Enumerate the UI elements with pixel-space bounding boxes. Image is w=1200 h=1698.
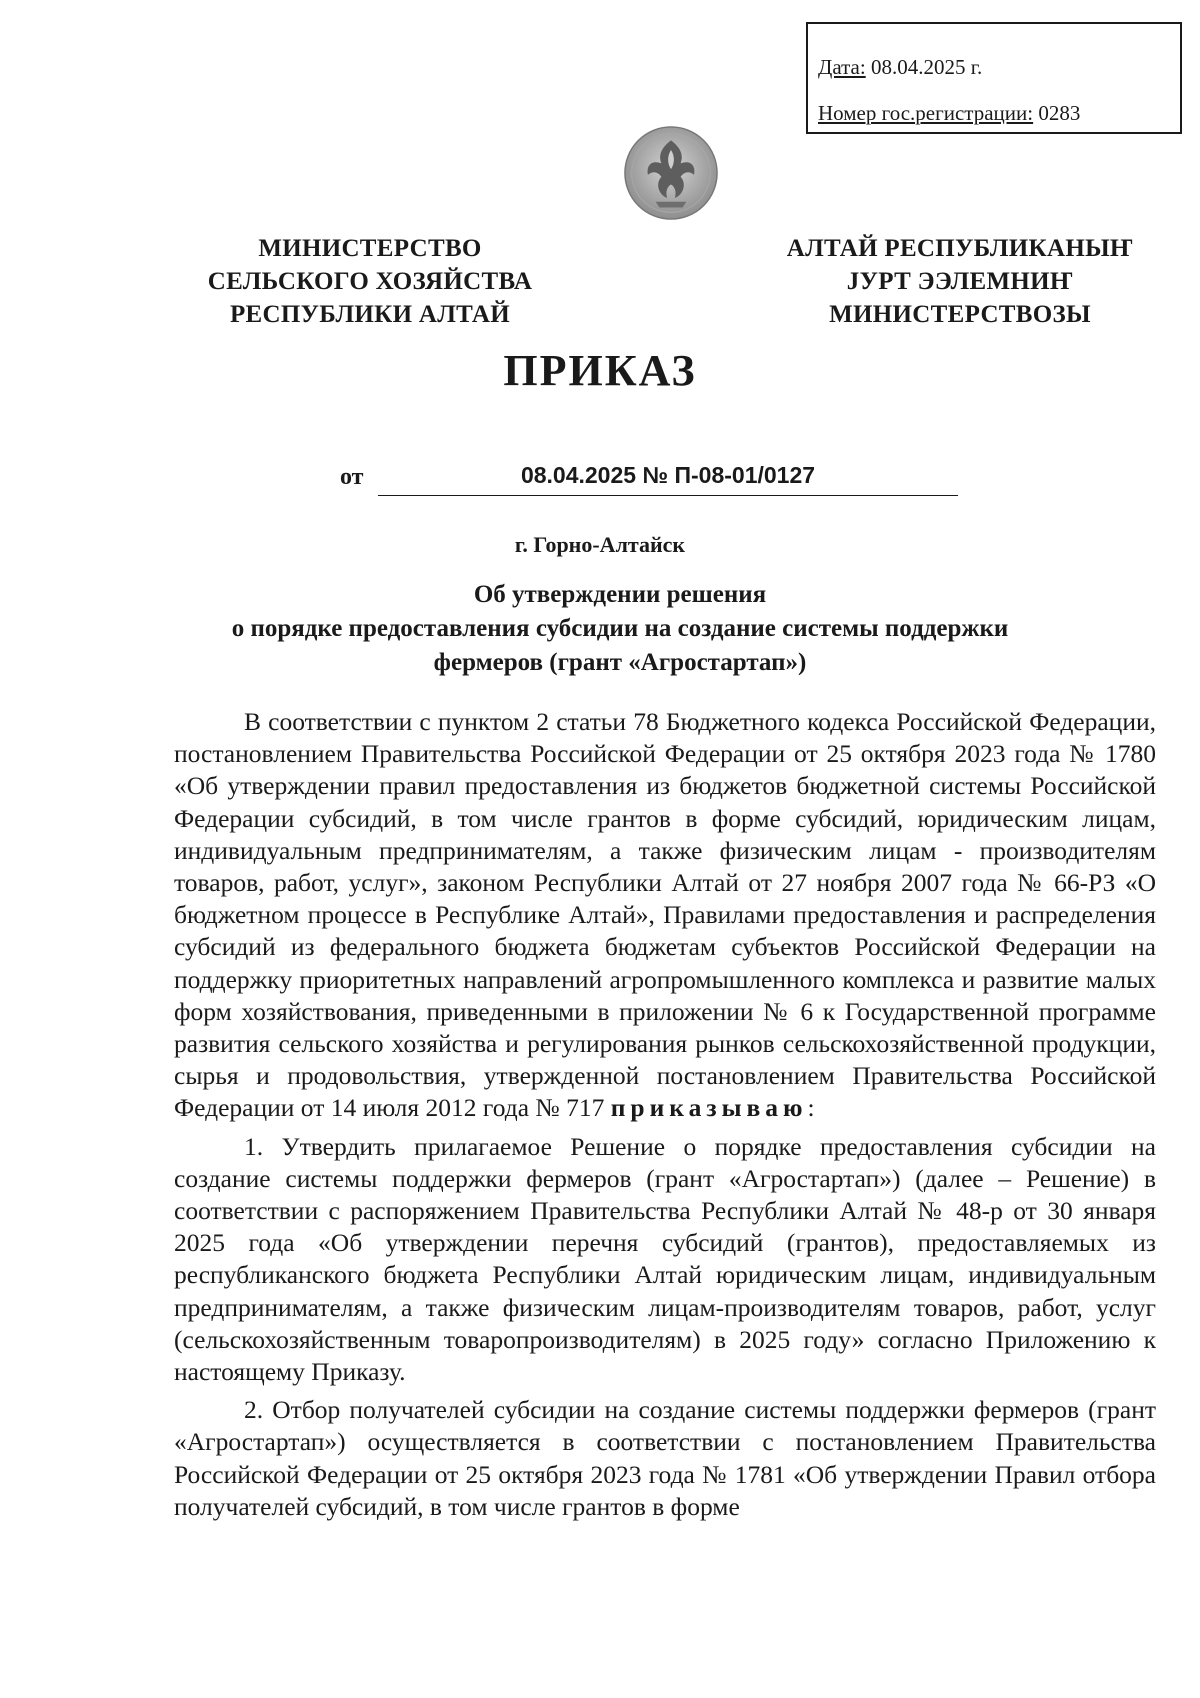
ministry-name-ru-line: СЕЛЬСКОГО ХОЗЯЙСТВА — [207, 268, 533, 295]
registration-number-label: Номер гос.регистрации: — [818, 101, 1034, 125]
ministry-name-alt-line: АЛТАЙ РЕСПУБЛИКАНЫҤ — [786, 235, 1134, 262]
order-date-underline — [378, 495, 958, 496]
order-date-prefix: от — [340, 464, 364, 490]
coat-of-arms-emblem — [623, 125, 719, 221]
body-paragraph-item-1: 1. Утвердить прилагаемое Решение о порядке предоставления субсидии на создание системы поддержки фермеров (грант «Агростартап») (далее – Решение) в соответствии с распоряжением Правительства Республики Алтай № 48-р от 30 января 2025 года «Об утверждении перечня субсидий (грантов), предоставляемых из республиканского бюджета Республики Алтай юридическим лицам, индивидуальным предпринимателям, а также физическим лицам-производителям товаров, работ, услуг (сельскохозяйственным товаропроизводителям) в 2025 году» согласно Приложению к настоящему Приказу. — [174, 1131, 1156, 1387]
ministry-name-alt-line: ЈУРТ ЭЭЛЕМНИҤ — [846, 268, 1074, 295]
document-title-line: фермеров (грант «Агростартап») — [433, 649, 807, 676]
ministry-name-altai — [740, 232, 1180, 331]
registration-date-value: 08.04.2025 г. — [870, 55, 983, 79]
registration-date-label: Дата: — [818, 55, 866, 79]
registration-number-value: 0283 — [1038, 101, 1081, 125]
document-body — [174, 706, 1156, 1529]
body-paragraph-preamble — [174, 706, 1156, 1125]
ministry-name-ru-line: РЕСПУБЛИКИ АЛТАЙ — [229, 301, 510, 328]
registration-number-row — [818, 90, 1180, 136]
registration-date-row — [818, 44, 1180, 90]
order-keyword-colon: : — [807, 1093, 815, 1123]
order-date-number-line — [340, 462, 960, 496]
preamble-text: В соответствии с пунктом 2 статьи 78 Бюджетного кодекса Российской Федерации, постановлением Правительства Российской Федерации от 25 октября 2023 года № 1780 «Об утверждении правил предоставления из бюджетов бюджетной системы Российской Федерации субсидий, в том числе грантов в форме субсидий, юридическим лицам, индивидуальным предпринимателям, а также физическим лицам - производителям товаров, работ, услуг», законом Республики Алтай от 27 ноября 2007 года № 66-РЗ «О бюджетном процессе в Республике Алтай», Правилами предоставления и распределения субсидий из федерального бюджета бюджетам субъектов Российской Федерации на поддержку приоритетных направлений агропромышленного комплекса и развитие малых форм хозяйствования, приведенными в приложении № 6 к Государственной программе развития сельского хозяйства и регулирования рынков сельскохозяйственной продукции, сырья и продовольствия, утвержденной постановлением Правительства Российской Федерации от 14 июля 2012 года № 717 — [174, 707, 1156, 1123]
document-type-title: ПРИКАЗ — [503, 346, 697, 395]
issuing-city: г. Горно-Алтайск — [514, 532, 686, 557]
order-keyword: приказываю — [610, 1093, 808, 1123]
document-title-line: Об утверждении решения — [473, 581, 767, 608]
ministry-name-ru-line: МИНИСТЕРСТВО — [258, 235, 482, 262]
body-paragraph-item-2: 2. Отбор получателей субсидии на создание системы поддержки фермеров (грант «Агростартап») осуществляется в соответствии с постановлением Правительства Российской Федерации от 25 октября 2023 года № 1781 «Об утверждении Правил отбора получателей субсидий, в том числе грантов в форме — [174, 1395, 1156, 1521]
document-title-line: о порядке предоставления субсидии на создание системы поддержки — [231, 615, 1009, 642]
document-title — [180, 578, 1060, 680]
registration-stamp — [806, 22, 1182, 134]
ministry-name-alt-line: МИНИСТЕРСТВОЗЫ — [829, 301, 1091, 328]
order-date-number: 08.04.2025 № П-08-01/0127 — [520, 462, 816, 488]
ministry-name-russian — [170, 232, 570, 331]
